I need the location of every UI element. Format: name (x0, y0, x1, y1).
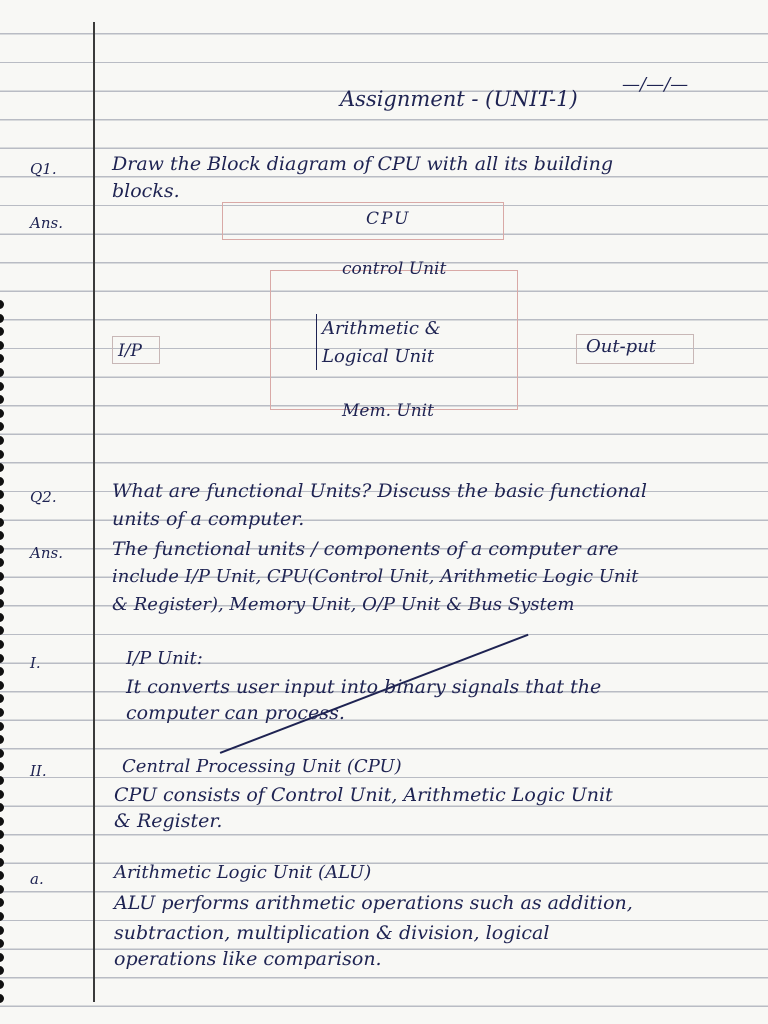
binder-hole (0, 300, 4, 309)
alu-divider-left (316, 314, 320, 370)
binder-hole (0, 599, 4, 608)
alu-label-line1: Arithmetic & (322, 318, 441, 339)
s1-text-line1: It converts user input into binary signals that the (126, 676, 602, 698)
binder-hole (0, 844, 4, 853)
binder-hole (0, 613, 4, 622)
binder-hole (0, 667, 4, 676)
binder-hole (0, 463, 4, 472)
a2-label: Ans. (30, 544, 63, 562)
binder-hole (0, 558, 4, 567)
binder-hole (0, 341, 4, 350)
s1-text-line2: computer can process. (126, 702, 345, 724)
binder-hole (0, 749, 4, 758)
binder-hole (0, 762, 4, 771)
binder-hole (0, 626, 4, 635)
binder-holes (0, 0, 7, 1024)
binder-hole (0, 885, 4, 894)
binder-hole (0, 681, 4, 690)
binder-hole (0, 871, 4, 880)
binder-hole (0, 518, 4, 527)
binder-hole (0, 368, 4, 377)
q1-text-line1: Draw the Block diagram of CPU with all its building (112, 153, 613, 175)
s2-heading: Central Processing Unit (CPU) (122, 756, 402, 777)
q2-label: Q2. (30, 488, 57, 506)
input-label: I/P (118, 341, 142, 361)
binder-hole (0, 735, 4, 744)
cpu-inner-box (270, 270, 518, 410)
s3-text-line1: ALU performs arithmetic operations such as addition, (114, 892, 633, 914)
binder-hole (0, 830, 4, 839)
cpu-box (222, 202, 504, 240)
s2-label: II. (30, 762, 47, 780)
binder-hole (0, 722, 4, 731)
binder-hole (0, 912, 4, 921)
binder-hole (0, 477, 4, 486)
binder-hole (0, 531, 4, 540)
binder-hole (0, 572, 4, 581)
binder-hole (0, 694, 4, 703)
binder-hole (0, 817, 4, 826)
binder-hole (0, 382, 4, 391)
s1-heading: I/P Unit: (126, 648, 203, 669)
binder-hole (0, 327, 4, 336)
output-label: Out-put (586, 336, 657, 357)
binder-hole (0, 490, 4, 499)
binder-hole (0, 422, 4, 431)
binder-hole (0, 409, 4, 418)
s1-label: I. (30, 654, 41, 672)
control-unit-label: control Unit (342, 259, 447, 279)
binder-hole (0, 354, 4, 363)
binder-hole (0, 939, 4, 948)
cpu-label: CPU (366, 209, 411, 229)
assignment-title: Assignment - (UNIT-1) (340, 87, 578, 111)
memory-unit-label: Mem. Unit (342, 401, 434, 421)
q1-label: Q1. (30, 160, 57, 178)
binder-hole (0, 395, 4, 404)
q2-text-line2: units of a computer. (112, 508, 305, 530)
s2-text-line1: CPU consists of Control Unit, Arithmetic Logic Unit (114, 784, 613, 806)
s3-text-line3: operations like comparison. (114, 948, 382, 970)
date-field: —/—/— (622, 74, 689, 95)
binder-hole (0, 504, 4, 513)
margin-line (93, 22, 95, 1002)
s2-text-line2: & Register. (114, 810, 223, 832)
binder-hole (0, 586, 4, 595)
binder-hole (0, 980, 4, 989)
binder-hole (0, 654, 4, 663)
binder-hole (0, 436, 4, 445)
q1-text-line2: blocks. (112, 180, 180, 202)
binder-hole (0, 450, 4, 459)
binder-hole (0, 858, 4, 867)
binder-hole (0, 898, 4, 907)
binder-hole (0, 545, 4, 554)
a2-text-line2: include I/P Unit, CPU(Control Unit, Arithmetic Logic Unit (112, 566, 639, 587)
binder-hole (0, 640, 4, 649)
alu-label-line2: Logical Unit (322, 346, 435, 367)
s3-text-line2: subtraction, multiplication & division, logical (114, 922, 550, 944)
binder-hole (0, 708, 4, 717)
binder-hole (0, 776, 4, 785)
a2-text-line3: & Register), Memory Unit, O/P Unit & Bus System (112, 594, 575, 615)
s3-heading: Arithmetic Logic Unit (ALU) (114, 862, 372, 883)
binder-hole (0, 926, 4, 935)
binder-hole (0, 953, 4, 962)
binder-hole (0, 790, 4, 799)
a2-text-line1: The functional units / components of a computer are (112, 538, 619, 560)
q2-text-line1: What are functional Units? Discuss the basic functional (112, 480, 647, 502)
binder-hole (0, 966, 4, 975)
a1-label: Ans. (30, 214, 63, 232)
binder-hole (0, 314, 4, 323)
s3-label: a. (30, 870, 44, 888)
binder-hole (0, 994, 4, 1003)
binder-hole (0, 803, 4, 812)
